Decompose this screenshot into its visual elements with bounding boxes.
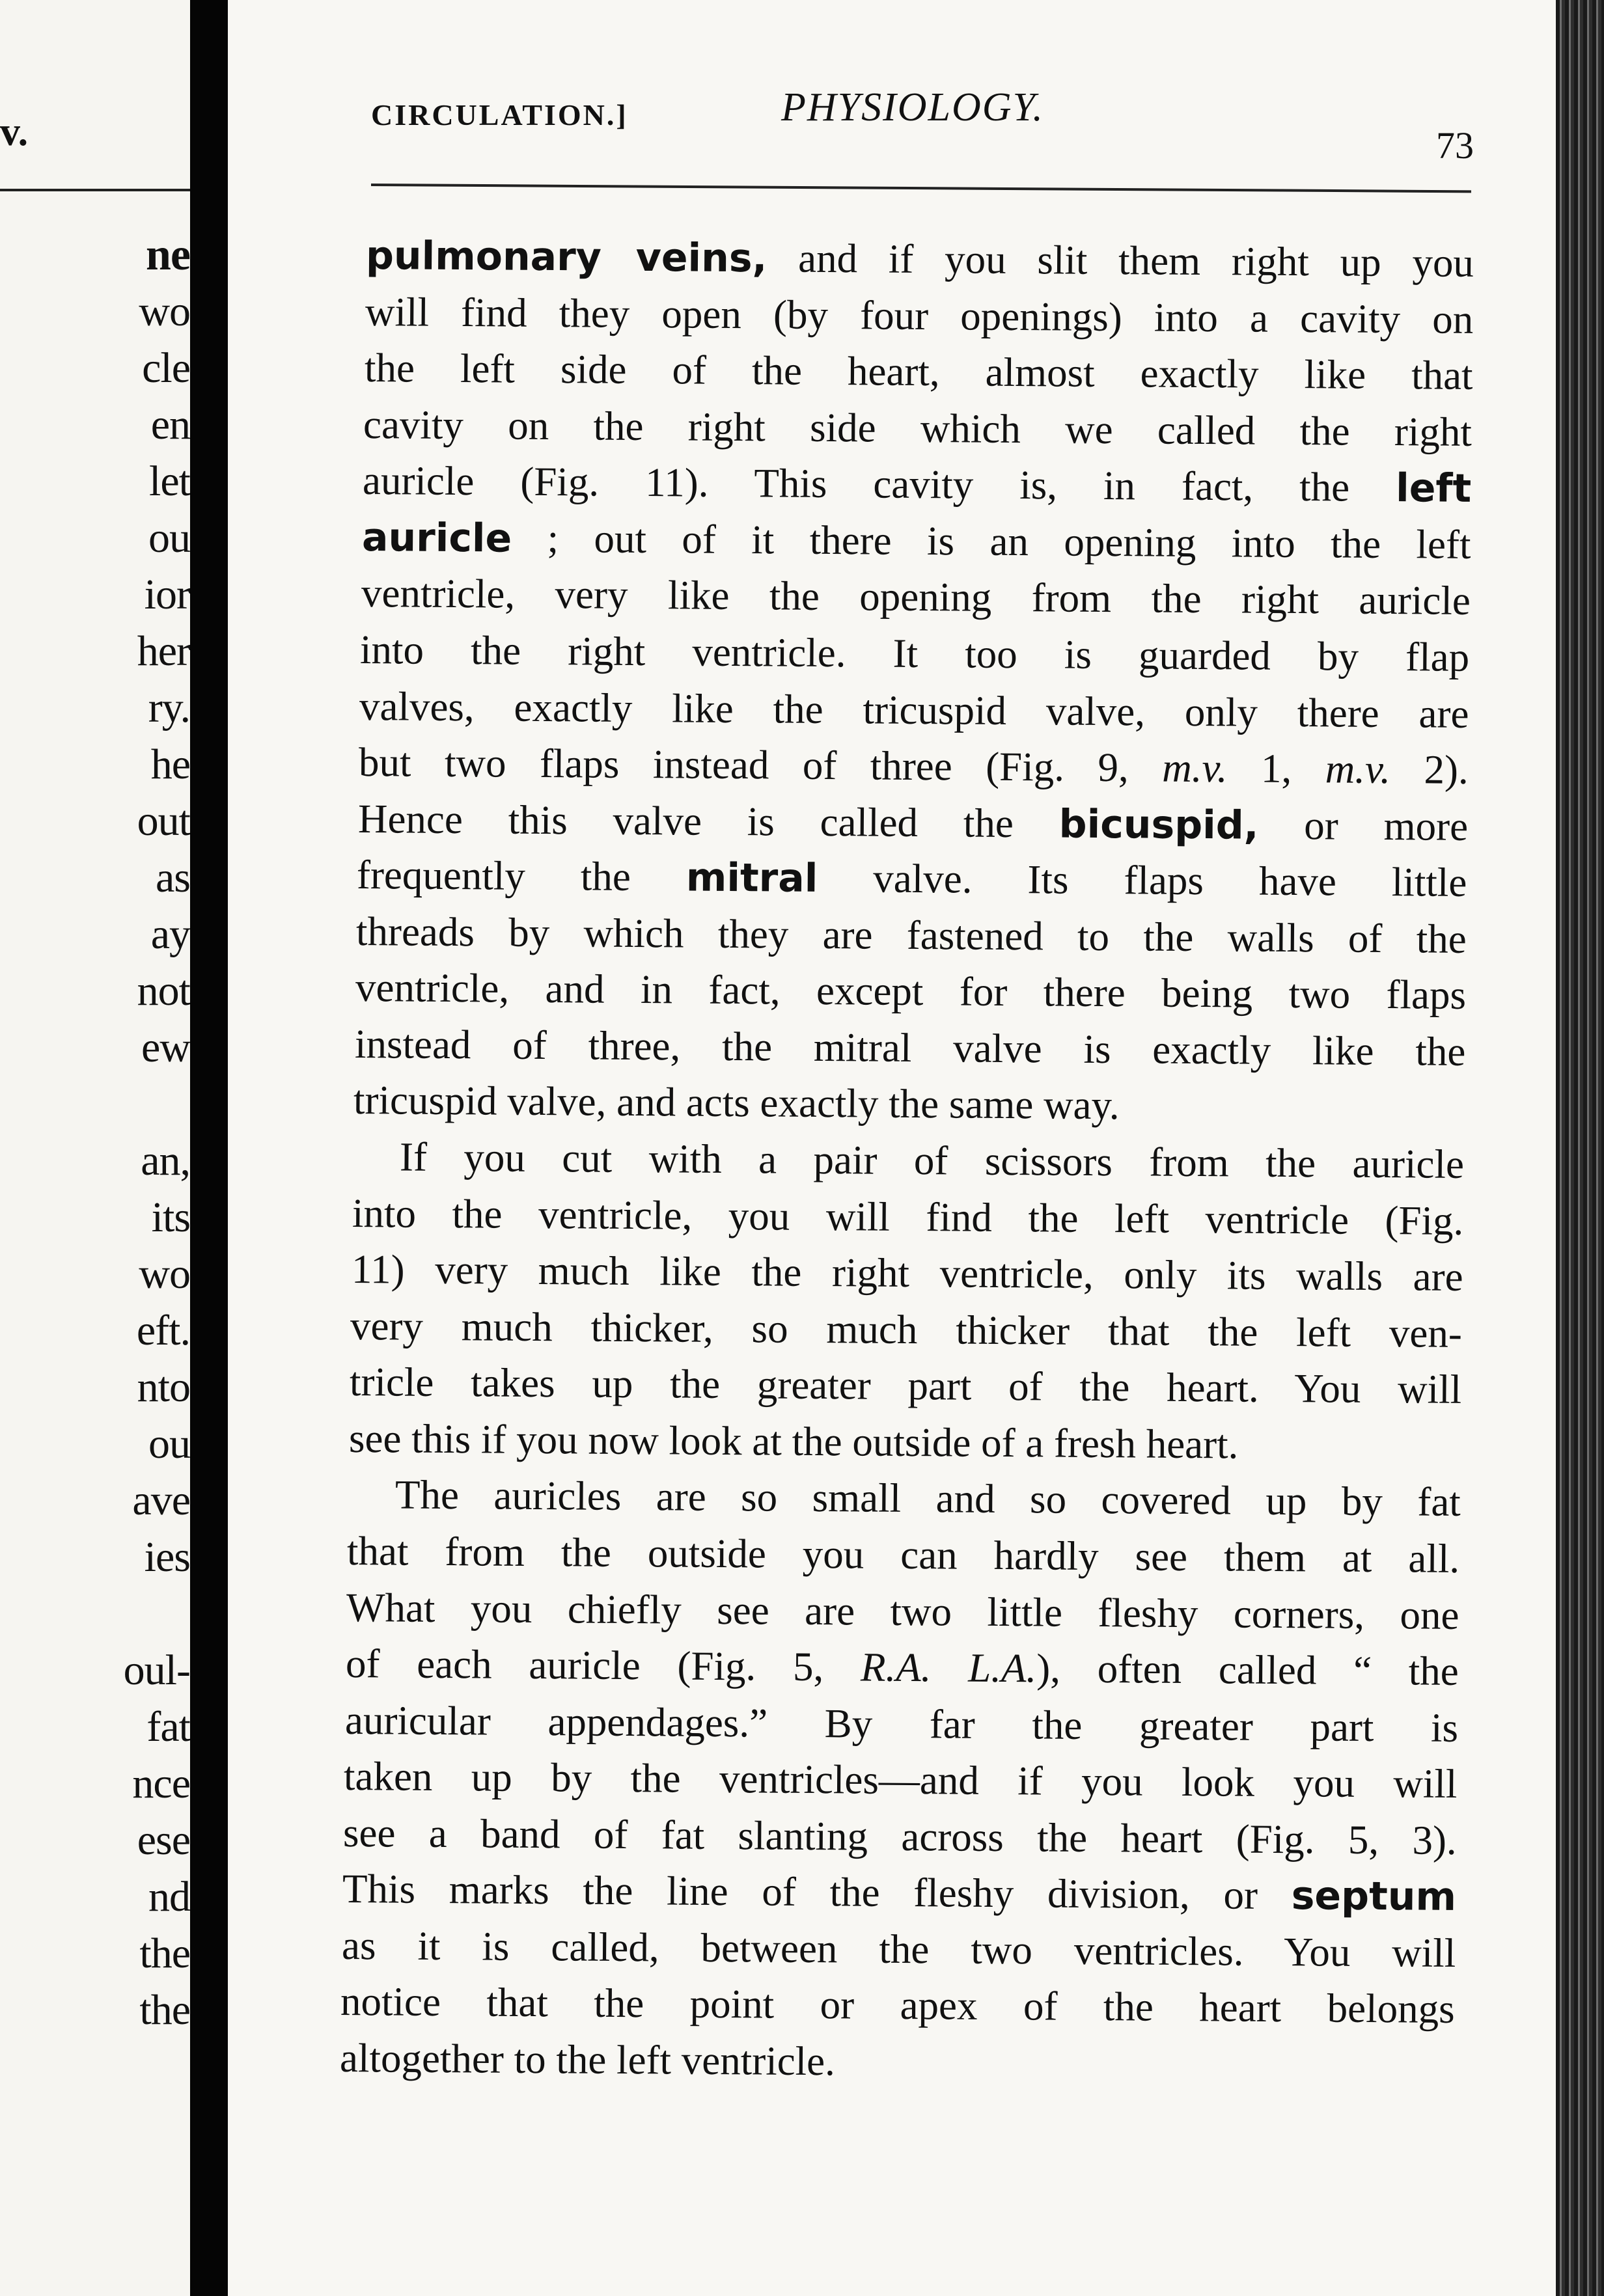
text-run: The auricles are so small and so covered up by fat (394, 1471, 1461, 1525)
bold-term: left (1395, 465, 1472, 512)
text-line (361, 510, 1471, 572)
text-run: instead of three, the mitral valve is exactly like the (354, 1020, 1466, 1074)
text-run: ventricle, and in fact, except for there being two flaps (355, 964, 1467, 1018)
text-line (365, 284, 1473, 347)
text-run: threads by which they are fastened to the walls of the (355, 908, 1467, 962)
bold-term: pulmonary veins, (365, 233, 767, 282)
text-line (350, 1298, 1462, 1361)
text-run: ; out of it there is an opening into the left (511, 515, 1471, 567)
text-run: into the ventricle, you will find the left ventricle (Fig. (352, 1190, 1464, 1244)
facing-page-line: ne (146, 230, 190, 280)
bold-term: bicuspid, (1058, 801, 1259, 849)
facing-page-line: cle (142, 344, 190, 392)
facing-page-line: ies (144, 1533, 190, 1581)
text-line (351, 1242, 1463, 1304)
facing-page-line: en (150, 401, 190, 448)
text-line (354, 1017, 1465, 1079)
facing-page-line: the (139, 1986, 190, 2034)
facing-page-line: ry. (148, 684, 190, 731)
facing-page-heading: v. (0, 110, 29, 154)
text-run: auricle (Fig. 11). This cavity is, in fact, the (362, 458, 1396, 511)
facing-page-line: wo (139, 288, 190, 335)
facing-page-line: oul- (123, 1647, 190, 1694)
italic-term: m.v. (1325, 746, 1391, 793)
facing-page-line: ave (132, 1477, 190, 1524)
facing-page-line: not (137, 967, 190, 1015)
text-run: as it is called, between the two ventricles. You will (341, 1922, 1456, 1976)
facing-page-line: let (149, 458, 190, 505)
text-run: tricle takes up the greater part of the heart. You will (349, 1359, 1462, 1413)
facing-page-line: ou (148, 514, 190, 562)
text-run: If you cut with a pair of scissors from the auricle (399, 1134, 1465, 1187)
text-line (355, 960, 1466, 1022)
facing-page-line: her (137, 627, 190, 675)
facing-page-line: ior (144, 571, 190, 618)
text-run: frequently the (357, 852, 687, 900)
page-number: 73 (1436, 124, 1474, 167)
text-line (364, 340, 1473, 403)
text-run: auricular appendages.” By far the greater part is (344, 1697, 1458, 1751)
facing-page-line: ew (141, 1024, 190, 1071)
text-line (345, 1636, 1458, 1699)
facing-page-line: its (151, 1194, 190, 1241)
text-line (343, 1805, 1457, 1868)
bold-term: auricle (361, 514, 512, 562)
text-run: valve. Its flaps have little (818, 855, 1467, 906)
text-run: of each auricle (Fig. 5, (345, 1641, 861, 1690)
text-run: What you chiefly see are two little fleshy corners, one (346, 1584, 1459, 1638)
facing-page-line: an, (141, 1137, 190, 1184)
text-line (344, 1693, 1458, 1755)
facing-page-line: nto (137, 1363, 190, 1411)
facing-page-line: the (139, 1930, 190, 1977)
text-line (348, 1411, 1461, 1473)
text-line (350, 1354, 1462, 1417)
text-run: 2). (1390, 746, 1469, 793)
text-run: ), often called “ the (1036, 1645, 1459, 1694)
text-run: notice that the point or apex of the heart belongs (340, 1978, 1456, 2032)
text-line (363, 453, 1472, 515)
text-line (358, 735, 1468, 797)
text-line (340, 2030, 1455, 2093)
text-run: see a band of fat slanting across the heart (Fig. 5, 3). (342, 1809, 1457, 1863)
text-line (346, 1580, 1459, 1643)
text-line (357, 791, 1468, 854)
bold-term: septum (1291, 1873, 1457, 1920)
facing-page-line: fat (146, 1703, 190, 1751)
text-run: that from the outside you can hardly see them at all. (347, 1527, 1460, 1581)
facing-page-line: ese (137, 1816, 190, 1864)
text-line (357, 847, 1467, 910)
text-run: valves, exactly like the tricuspid valve, only there are (359, 683, 1469, 737)
text-line (348, 1467, 1460, 1529)
text-run: This marks the line of the fleshy division, or (342, 1866, 1292, 1919)
text-line (359, 679, 1469, 741)
text-run: will find they open (by four openings) into a cavity on (365, 288, 1474, 342)
text-line (363, 397, 1472, 459)
facing-page-line: as (156, 854, 190, 901)
text-line (340, 1974, 1455, 2036)
text-line (353, 1129, 1465, 1192)
text-line (352, 1186, 1463, 1248)
bold-term: mitral (685, 854, 818, 902)
text-run: see this if you now look at the outside of a fresh heart. (348, 1415, 1239, 1468)
text-run: very much thicker, so much thicker that the left ven- (350, 1302, 1463, 1356)
text-run: tricuspid valve, and acts exactly the same way. (353, 1077, 1120, 1128)
running-head-title: PHYSIOLOGY. (781, 85, 1044, 130)
text-run: or more (1258, 802, 1468, 849)
text-line (341, 1918, 1456, 1980)
text-run: into the right ventricle. It too is guarded by flap (360, 626, 1470, 680)
facing-page-line: eft. (136, 1307, 190, 1354)
text-line (360, 622, 1470, 685)
text-run: but two flaps instead of three (Fig. 9, (358, 739, 1163, 791)
text-run: cavity on the right side which we called the right (363, 401, 1473, 455)
text-run: 1, (1227, 745, 1325, 792)
italic-term: R.A. L.A. (860, 1644, 1037, 1691)
text-line (356, 904, 1467, 966)
facing-page-line: he (150, 741, 190, 788)
facing-page-line: ay (150, 910, 190, 958)
facing-page-line: wo (139, 1250, 190, 1298)
text-line (366, 228, 1474, 290)
text-line (342, 1861, 1456, 1924)
text-line (361, 566, 1470, 628)
text-run: the left side of the heart, almost exactly like that (364, 345, 1473, 399)
italic-term: m.v. (1161, 745, 1228, 791)
text-line (347, 1524, 1460, 1586)
text-run: and if you slit them right up you (767, 235, 1474, 286)
facing-page-line: out (137, 797, 190, 845)
text-line (353, 1073, 1465, 1135)
text-run: altogether to the left ventricle. (339, 2035, 836, 2084)
running-head-section: CIRCULATION.] (371, 98, 628, 131)
facing-page-line: nce (132, 1760, 190, 1807)
text-line (344, 1749, 1458, 1811)
facing-page-line: ou (148, 1420, 190, 1468)
text-run: ventricle, very like the opening from the right auricle (361, 570, 1471, 624)
text-run: taken up by the ventricles—and if you look you will (344, 1753, 1458, 1807)
facing-page-line: nd (148, 1873, 190, 1920)
text-run: Hence this valve is called the (357, 795, 1059, 847)
text-run: 11) very much like the right ventricle, only its walls are (351, 1246, 1463, 1300)
